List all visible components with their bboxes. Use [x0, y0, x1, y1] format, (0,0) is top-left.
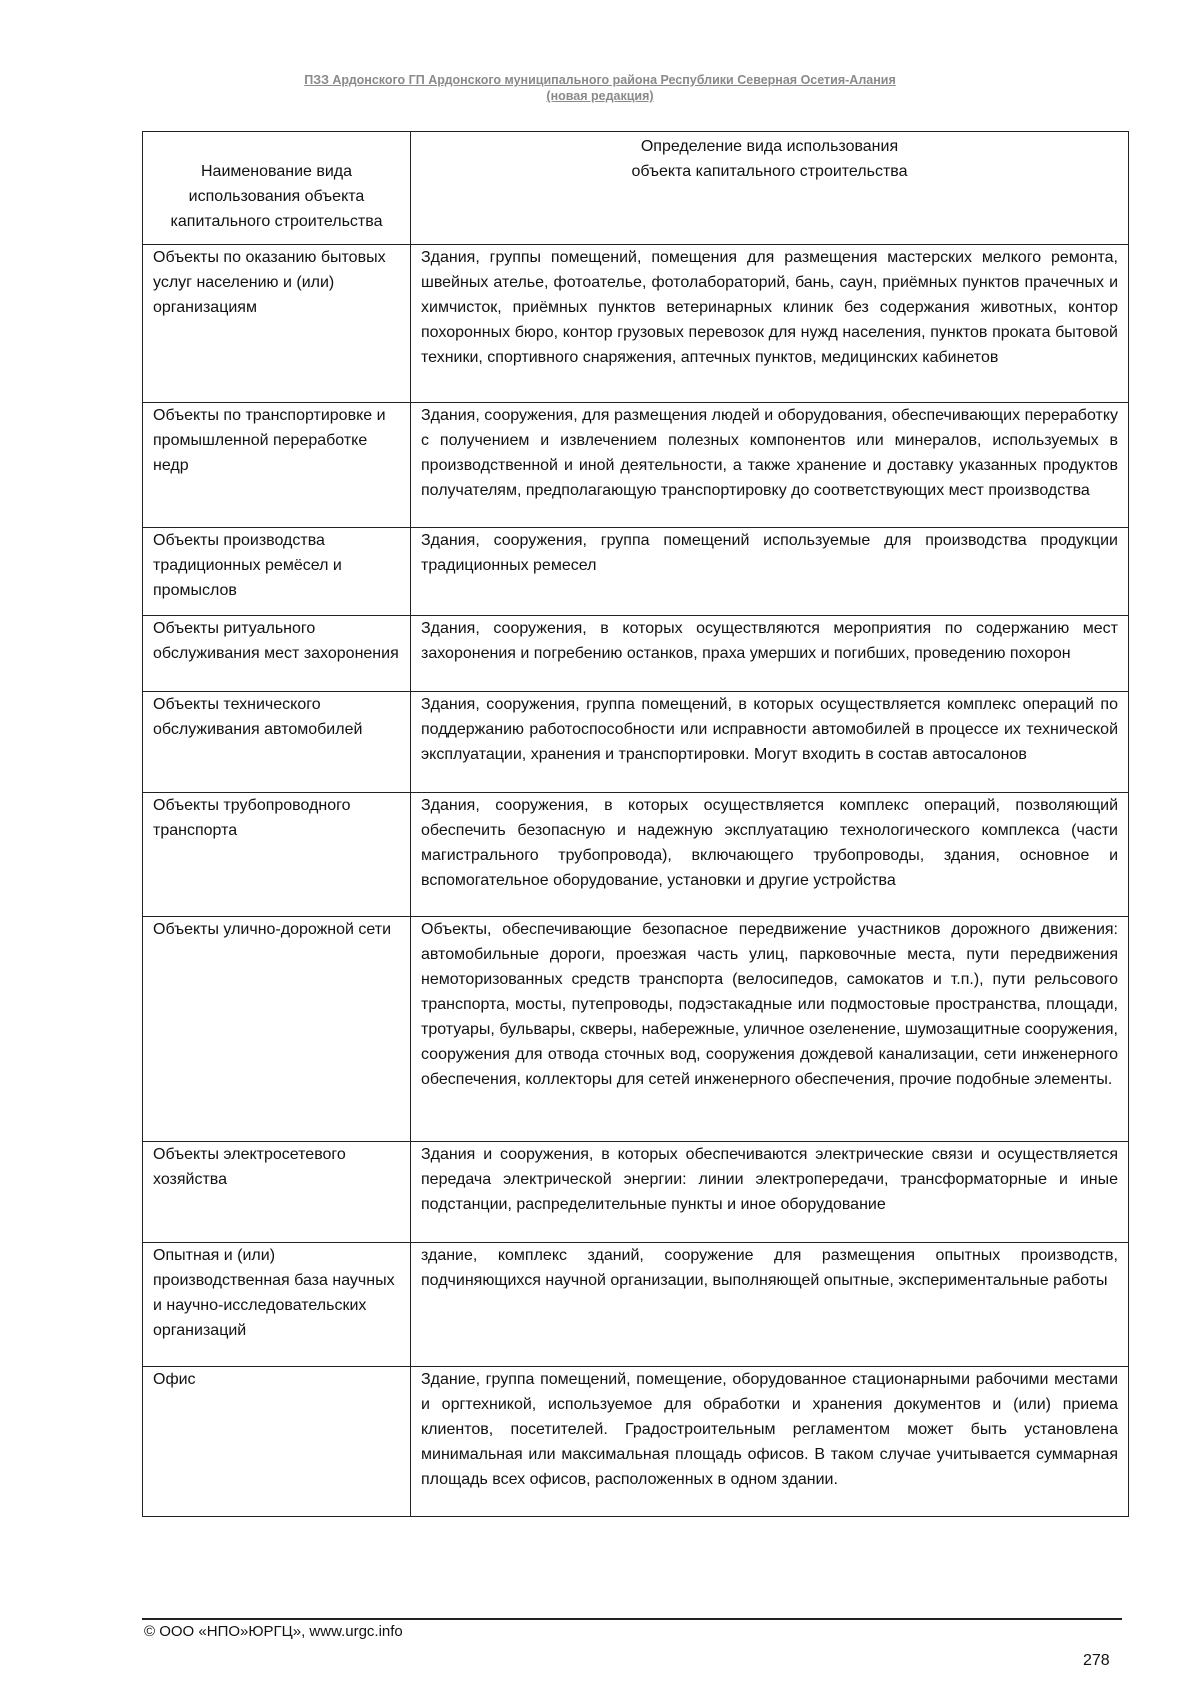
col-header-name: Наименование вида использования объекта капитального строительства — [143, 132, 411, 245]
table-row — [143, 793, 1129, 917]
row-name: Объекты трубопроводного транспорта — [143, 793, 411, 917]
row-name: Объекты электросетевого хозяйства — [143, 1142, 411, 1243]
table-row — [143, 917, 1129, 1142]
table-row — [143, 692, 1129, 793]
table-header-row — [143, 132, 1129, 245]
row-name: Объекты по оказанию бытовых услуг населению и (или) организациям — [143, 245, 411, 403]
footer-copyright: © ООО «НПО»ЮРГЦ», www.urgc.info — [144, 1623, 403, 1640]
table-row — [143, 1243, 1129, 1367]
row-name: Опытная и (или) производственная база научных и научно-исследовательских организаций — [143, 1243, 411, 1367]
table-row — [143, 528, 1129, 616]
footer-divider — [142, 1618, 1122, 1620]
header-line-1: ПЗЗ Ардонского ГП Ардонского муниципального района Республики Северная Осетия-Алания — [304, 73, 896, 87]
row-definition: Здания, сооружения, в которых осуществляются мероприятия по содержанию мест захоронения и погребению останков, праха умерших и погибших, проведению похорон — [411, 616, 1129, 692]
row-name: Объекты ритуального обслуживания мест захоронения — [143, 616, 411, 692]
row-name: Объекты улично-дорожной сети — [143, 917, 411, 1142]
row-definition: Здания и сооружения, в которых обеспечиваются электрические связи и осуществляется передача электрической энергии: линии электропередачи, трансформаторные и иные подстанции, распределительные пункты и иное оборудование — [411, 1142, 1129, 1243]
row-definition: Здания, сооружения, группа помещений используемые для производства продукции традиционных ремесел — [411, 528, 1129, 616]
row-definition: Здания, сооружения, в которых осуществляется комплекс операций, позволяющий обеспечить безопасную и надежную эксплуатацию технологического комплекса (части магистрального трубопровода), включающего трубопроводы, здания, основное и вспомогательное оборудование, установки и другие устройства — [411, 793, 1129, 917]
table-row — [143, 1367, 1129, 1517]
row-name: Объекты производства традиционных ремёсел и промыслов — [143, 528, 411, 616]
row-definition: Здания, сооружения, группа помещений, в которых осуществляется комплекс операций по поддержанию работоспособности или исправности автомобилей в процессе их технической эксплуатации, хранения и транспортировки. Могут входить в состав автосалонов — [411, 692, 1129, 793]
row-definition: Здание, группа помещений, помещение, оборудованное стационарными рабочими местами и оргтехникой, используемое для обработки и хранения документов и (или) приема клиентов, посетителей. Градостроительным регламентом может быть установлена минимальная или максимальная площадь офисов. В таком случае учитывается суммарная площадь всех офисов, расположенных в одном здании. — [411, 1367, 1129, 1517]
row-definition: Здания, группы помещений, помещения для размещения мастерских мелкого ремонта, швейных ателье, фотоателье, фотолабораторий, бань, саун, приёмных пунктов прачечных и химчисток, приёмных пунктов ветеринарных клиник без содержания животных, контор похоронных бюро, контор грузовых перевозок для нужд населения, пунктов проката бытовой техники, спортивного снаряжения, аптечных пунктов, медицинских кабинетов — [411, 245, 1129, 403]
table-row — [143, 1142, 1129, 1243]
land-use-table — [142, 131, 1129, 1517]
row-name: Объекты технического обслуживания автомобилей — [143, 692, 411, 793]
table-row — [143, 616, 1129, 692]
header-line-2: (новая редакция) — [546, 89, 654, 103]
row-definition: здание, комплекс зданий, сооружение для размещения опытных производств, подчиняющихся научной организации, выполняющей опытные, экспериментальные работы — [411, 1243, 1129, 1367]
row-definition: Здания, сооружения, для размещения людей и оборудования, обеспечивающих переработку с получением и извлечением полезных компонентов или минералов, используемых в производственной и иной деятельности, а также хранение и доставку указанных продуктов получателям, предполагающую транспортировку до соответствующих мест производства — [411, 403, 1129, 528]
row-name: Объекты по транспортировке и промышленной переработке недр — [143, 403, 411, 528]
page-number: 278 — [1083, 1652, 1110, 1669]
table-row — [143, 403, 1129, 528]
page-header — [0, 72, 1200, 104]
row-name: Офис — [143, 1367, 411, 1517]
col-header-definition: Определение вида использования объекта капитального строительства — [411, 132, 1129, 245]
table-row — [143, 245, 1129, 403]
row-definition: Объекты, обеспечивающие безопасное передвижение участников дорожного движения: автомобильные дороги, проезжая часть улиц, парковочные места, пути передвижения немоторизованных средств транспорта (велосипедов, самокатов и т.п.), пути рельсового транспорта, мосты, путепроводы, подэстакадные или подмостовые пространства, площади, тротуары, бульвары, скверы, набережные, уличное озеленение, шумозащитные сооружения, сооружения для отвода сточных вод, сооружения дождевой канализации, сети инженерного обеспечения, коллекторы для сетей инженерного обеспечения, прочие подобные элементы. — [411, 917, 1129, 1142]
